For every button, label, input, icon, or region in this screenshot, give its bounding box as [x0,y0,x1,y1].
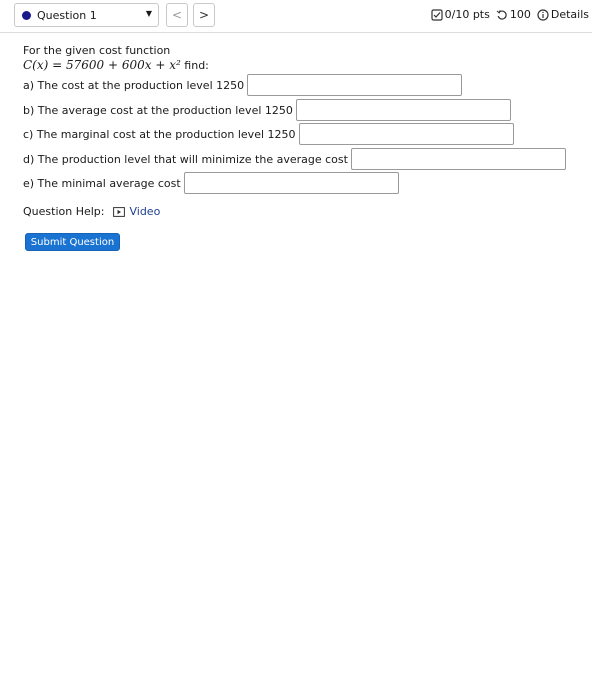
video-link-label: Video [129,205,161,218]
submit-question-button[interactable]: Submit Question [25,233,120,251]
part-e-row [23,172,399,194]
part-a-label: a) The cost at the production level 1250 [23,78,245,92]
part-d-row [23,148,566,170]
question-help-label: Question Help: [23,205,105,218]
part-c-label: c) The marginal cost at the production level 1250 [23,127,296,141]
retry-icon [496,9,508,21]
problem-intro: For the given cost function [23,44,171,57]
points-text: 0/10 pts [444,8,490,21]
video-link[interactable] [113,205,160,218]
attempts-text: 100 [509,8,531,21]
part-b-row [23,99,511,121]
previous-question-button[interactable]: < [166,3,188,27]
part-d-answer-input[interactable] [351,148,566,170]
question-status [425,8,589,21]
problem-formula-line [23,58,583,73]
part-e-label: e) The minimal average cost [23,176,181,190]
question-status-dot [22,11,31,20]
part-e-answer-input[interactable] [184,172,399,194]
caret-down-icon: ▼ [145,9,152,18]
checkbox-icon [431,9,443,21]
question-selector[interactable] [14,3,159,27]
cost-function-formula: C(x) = 57600 + 600x + x² [23,58,181,72]
part-b-label: b) The average cost at the production level 1250 [23,103,293,117]
info-icon [537,9,549,21]
part-c-row [23,123,514,145]
part-a-answer-input[interactable] [247,74,462,96]
question-selector-label: Question 1 [37,9,97,22]
video-play-icon [113,207,125,217]
details-text: Details [550,8,589,21]
part-d-label: d) The production level that will minimize the average cost [23,152,348,166]
details-link[interactable] [537,8,589,21]
question-body [23,44,583,73]
part-a-row [23,74,462,96]
part-b-answer-input[interactable] [296,99,511,121]
next-question-button[interactable]: > [193,3,215,27]
part-c-answer-input[interactable] [299,123,514,145]
find-text: find: [184,59,209,72]
question-help [23,205,160,218]
question-toolbar [0,0,592,33]
